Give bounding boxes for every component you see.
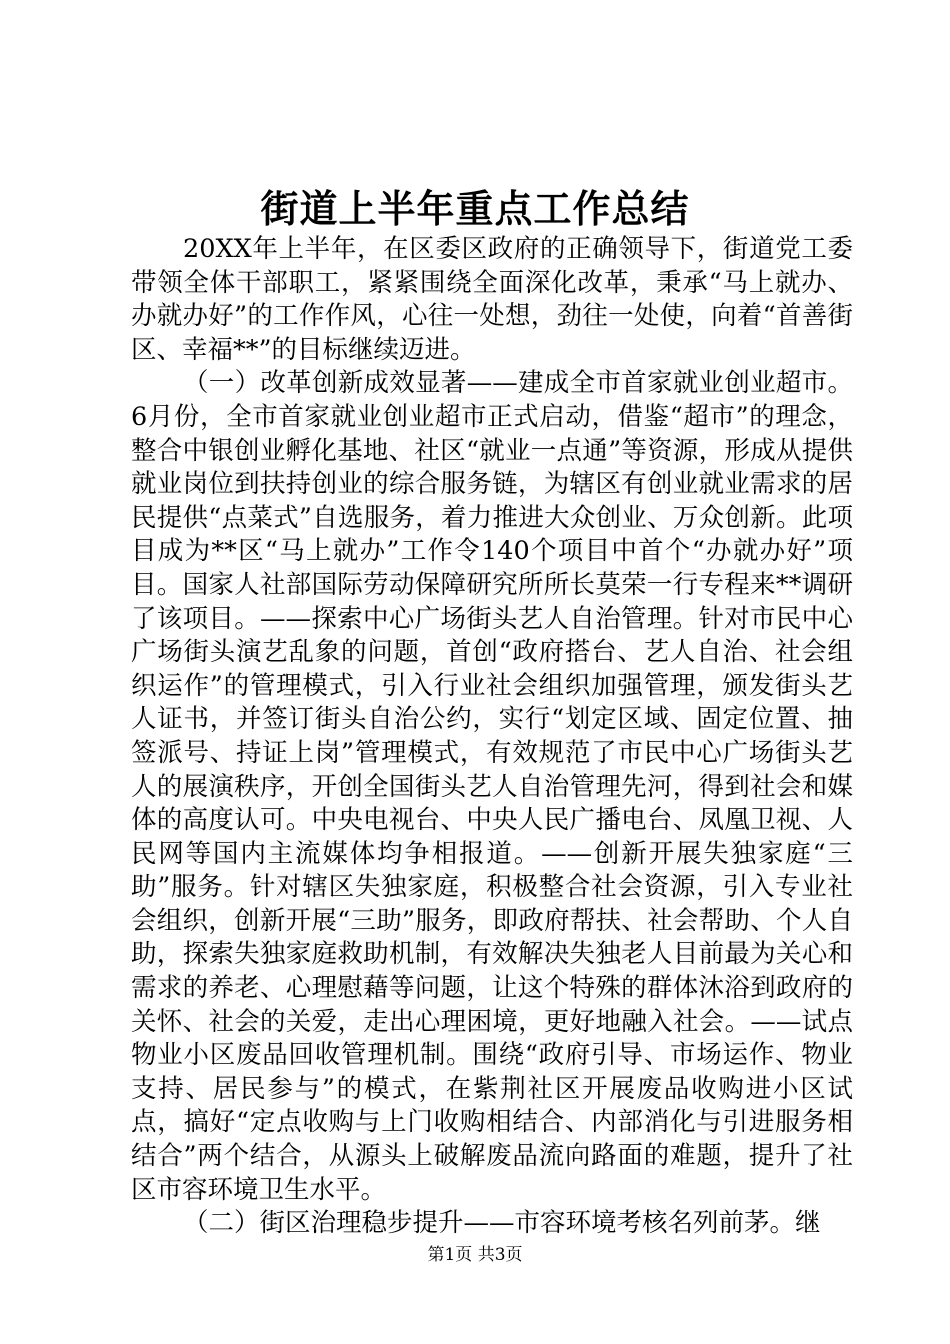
paragraph-section-2: （二）街区治理稳步提升——市容环境考核名列前茅。继 xyxy=(183,1208,821,1239)
paragraph-section-1: （一）改革创新成效显著——建成全市首家就业创业超市。6月份，全市首家就业创业超市正式启动，借鉴“超市”的理念，整合中银创业孵化基地、社区“就业一点通”等资源，形成从提供就业岗位到扶持创业的综合服务链，为辖区有创业就业需求的居民提供“点菜式”自选服务，着力推进大众创业、万众创新。此项目成为**区“马上就办”工作令140个项目中首个“办就办好”项目。国家人社部国际劳动保障研究所所长莫荣一行专程来**调研了该项目。——探索中心广场街头艺人自治管理。针对市民中心广场街头演艺乱象的问题，首创“政府搭台、艺人自治、社会组织运作”的管理模式，引入行业社会组织加强管理，颁发街头艺人证书，并签订街头自治公约，实行“划定区域、固定位置、抽签派号、持证上岗”管理模式，有效规范了市民中心广场街头艺人的展演秩序，开创全国街头艺人自治管理先河，得到社会和媒体的高度认可。中央电视台、中央人民广播电台、凤凰卫视、人民网等国内主流媒体均争相报道。——创新开展失独家庭“三助”服务。针对辖区失独家庭，积极整合社会资源，引入专业社会组织，创新开展“三助”服务，即政府帮扶、社会帮助、个人自助，探索失独家庭救助机制，有效解决失独老人目前最为关心和需求的养老、心理慰藉等问题，让这个特殊的群体沐浴到政府的关怀、社会的关爱，走出心理困境，更好地融入社会。——试点物业小区废品回收管理机制。围绕“政府引导、市场运作、物业支持、居民参与”的模式，在紫荆社区开展废品收购进小区试点，搞好“定点收购与上门收购相结合、内部消化与引进服务相结合”两个结合，从源头上破解废品流向路面的难题，提升了社区市容环境卫生水平。 xyxy=(131,368,853,1205)
document-body xyxy=(131,233,853,1241)
document-title: 街道上半年重点工作总结 xyxy=(260,186,690,231)
page-footer: 第1页 共3页 xyxy=(427,1245,523,1265)
paragraph-intro: 20XX年上半年，在区委区政府的正确领导下，街道党工委带领全体干部职工，紧紧围绕全面深化改革，秉承“马上就办、办就办好”的工作作风，心往一处想，劲往一处使，向着“首善街区、幸福**”的目标继续迈进。 xyxy=(131,234,853,365)
